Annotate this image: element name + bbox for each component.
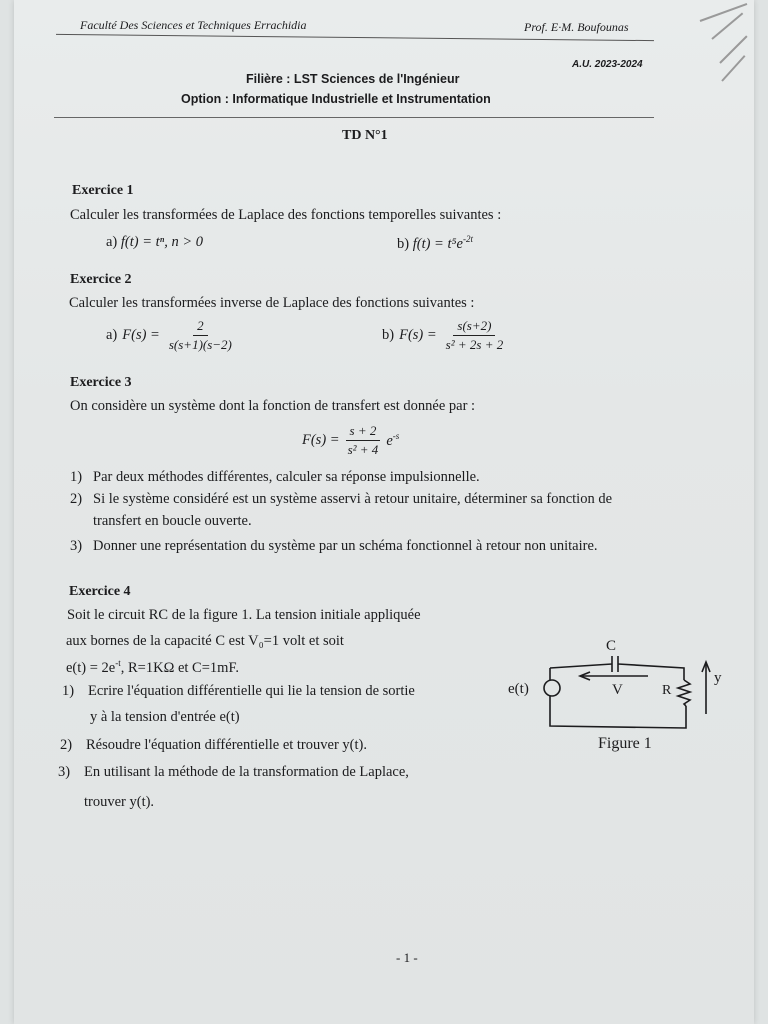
exercise-2-title: Exercice 2 <box>70 272 132 287</box>
faculty-name: Faculté Des Sciences et Techniques Errachidia <box>80 18 307 32</box>
question-number: 2) <box>60 737 73 753</box>
exercise-4-question-3 <box>58 764 409 781</box>
question-number: 3) <box>58 764 71 780</box>
exercise-4-line-2: aux bornes de la capacité C est V₀=1 volt et soit <box>66 633 344 649</box>
resistor <box>678 680 690 706</box>
exercise-3-question-3 <box>70 538 598 555</box>
question-text: Ecrire l'équation différentielle qui lie la tension de sortie <box>88 683 415 699</box>
input-signal-exponent: -t <box>115 658 121 668</box>
exercise-1-item-b <box>397 234 473 253</box>
question-number: 3) <box>70 538 83 554</box>
item-b-expr: f(t) = t⁵e <box>412 235 463 252</box>
wire-top-left <box>550 664 612 668</box>
fraction-numerator: 2 <box>193 318 208 336</box>
item-b-lhs: F(s) = <box>399 327 437 343</box>
exercise-1-statement: Calculer les transformées de Laplace des fonctions temporelles suivantes : <box>70 207 502 223</box>
exercise-3-question-1 <box>70 469 480 486</box>
fraction-numerator: s + 2 <box>346 423 381 441</box>
fraction-denominator: s² + 4 <box>347 442 379 457</box>
tf-fraction <box>344 423 383 458</box>
item-b-label: b) <box>397 235 410 252</box>
exercise-2-item-a <box>106 318 236 353</box>
academic-year: A.U. 2023-2024 <box>572 59 643 70</box>
exercise-4-line-1: Soit le circuit RC de la figure 1. La tension initiale appliquée <box>67 607 421 623</box>
filiere: Filière : LST Sciences de l'Ingénieur <box>246 72 460 86</box>
capacitor-label: C <box>606 638 617 654</box>
tf-exponential <box>386 431 399 450</box>
exercise-1-item-a <box>106 234 203 251</box>
fraction-numerator: s(s+2) <box>453 318 495 336</box>
item-a-label: a) <box>106 327 118 343</box>
tf-lhs: F(s) = <box>302 432 340 448</box>
resistor-label: R <box>662 683 672 698</box>
item-b-exponent: -2t <box>462 234 473 244</box>
item-a-expr: f(t) = tⁿ, n > 0 <box>120 234 204 250</box>
exercise-1-title: Exercice 1 <box>72 183 134 198</box>
question-number: 1) <box>62 683 75 699</box>
rc-circuit-figure <box>500 630 740 760</box>
component-values: , R=1KΩ et C=1mF. <box>120 659 239 676</box>
exercise-2-item-b <box>382 318 507 353</box>
header-rule-2 <box>54 117 654 118</box>
exercise-3-title: Exercice 3 <box>70 375 132 390</box>
wire-left-bottom <box>550 696 686 728</box>
question-number: 2) <box>70 491 83 507</box>
exercise-4-question-1-cont: y à la tension d'entrée e(t) <box>90 709 240 725</box>
item-b-fraction <box>442 318 508 353</box>
source-terminal <box>544 680 560 696</box>
exercise-4-question-3-cont: trouver y(t). <box>84 794 155 810</box>
question-text: En utilisant la méthode de la transformation de Laplace, <box>84 764 409 780</box>
exercise-4-line-3 <box>66 658 239 677</box>
question-text: Résoudre l'équation différentielle et trouver y(t). <box>86 737 367 753</box>
question-text: Si le système considéré est un système asservi à retour unitaire, déterminer sa fonction de <box>93 491 613 507</box>
item-a-lhs: F(s) = <box>122 327 160 343</box>
page-number: - 1 - <box>396 950 418 965</box>
output-label: y <box>714 670 722 686</box>
exercise-3-question-2 <box>70 491 612 508</box>
option: Option : Informatique Industrielle et Instrumentation <box>181 92 491 106</box>
fraction-denominator: s² + 2s + 2 <box>445 337 504 352</box>
voltage-label: V <box>612 682 623 698</box>
paper-sheet <box>14 0 754 1024</box>
source-label: e(t) <box>508 681 529 697</box>
fraction-denominator: s(s+1)(s−2) <box>168 337 232 352</box>
exercise-4-question-1 <box>62 683 415 700</box>
exercise-3-question-2-cont: transfert en boucle ouverte. <box>93 513 252 529</box>
professor-name: Prof. E·M. Boufounas <box>524 20 629 34</box>
item-b-label: b) <box>382 327 395 343</box>
exp-power: -s <box>392 431 400 442</box>
wire-top-right <box>618 664 684 680</box>
exercise-3-statement: On considère un système dont la fonction de transfert est donnée par : <box>70 398 476 414</box>
figure-caption: Figure 1 <box>598 735 652 752</box>
question-text: Par deux méthodes différentes, calculer sa réponse impulsionnelle. <box>93 469 480 485</box>
exercise-4-title: Exercice 4 <box>69 584 131 599</box>
input-signal: e(t) = 2e <box>66 659 116 676</box>
exercise-2-statement: Calculer les transformées inverse de Laplace des fonctions suivantes : <box>69 295 475 311</box>
question-number: 1) <box>70 469 83 485</box>
item-a-fraction <box>165 318 236 353</box>
item-a-label: a) <box>106 234 118 250</box>
exp-base: e <box>386 432 393 449</box>
exercise-3-transfer-function <box>302 423 399 458</box>
exercise-4-question-2 <box>60 737 367 754</box>
question-text: Donner une représentation du système par un schéma fonctionnel à retour non unitaire. <box>93 538 598 554</box>
page-title: TD N°1 <box>342 128 388 143</box>
